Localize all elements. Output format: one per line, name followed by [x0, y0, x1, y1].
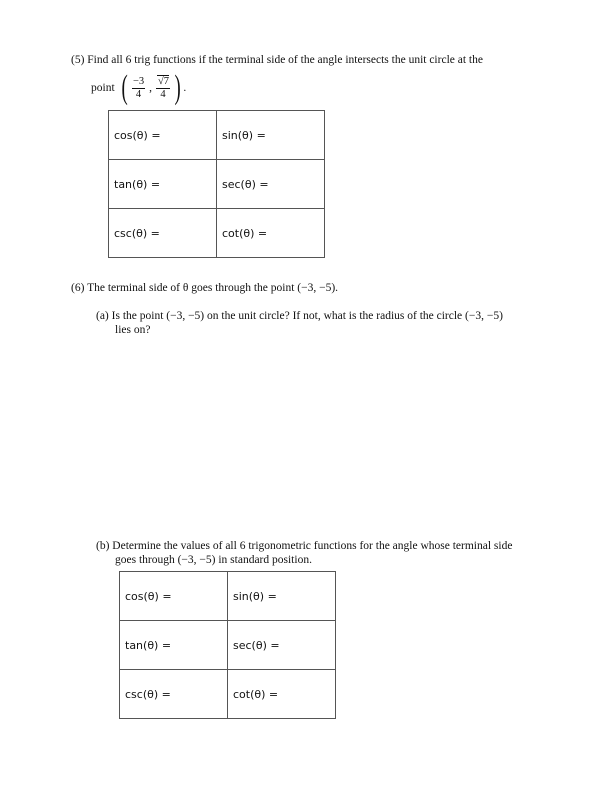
- sec-cell[interactable]: sec(θ) =: [217, 160, 325, 209]
- part-a-line1: (a) Is the point (−3, −5) on the unit circle? If not, what is the radius of the circle (−3, −5): [96, 310, 503, 322]
- y-fraction: [156, 76, 170, 101]
- table-row: [109, 160, 325, 209]
- tan-cell[interactable]: tan(θ) =: [120, 621, 228, 670]
- y-denominator: 4: [160, 88, 166, 100]
- csc-cell[interactable]: csc(θ) =: [120, 670, 228, 719]
- sec-cell[interactable]: sec(θ) =: [228, 621, 336, 670]
- part-b-line2: goes through (−3, −5) in standard position.: [115, 554, 312, 566]
- y-numerator: √7: [158, 75, 170, 87]
- cos-cell[interactable]: cos(θ) =: [120, 572, 228, 621]
- point-label: point: [91, 82, 115, 94]
- sin-cell[interactable]: sin(θ) =: [217, 111, 325, 160]
- cot-cell[interactable]: cot(θ) =: [217, 209, 325, 258]
- csc-cell[interactable]: csc(θ) =: [109, 209, 217, 258]
- right-paren: ): [174, 69, 181, 106]
- cot-cell[interactable]: cot(θ) =: [228, 670, 336, 719]
- x-numerator: −3: [132, 75, 145, 87]
- cos-cell[interactable]: cos(θ) =: [109, 111, 217, 160]
- left-paren: (: [121, 69, 128, 106]
- problem5-line1: (5) Find all 6 trig functions if the terminal side of the angle intersects the unit circle at the: [71, 54, 483, 66]
- table-row: [120, 621, 336, 670]
- part-a-line2: lies on?: [115, 324, 151, 336]
- problem6-trig-table: [119, 571, 336, 719]
- problem5-point: [91, 68, 186, 108]
- tan-cell[interactable]: tan(θ) =: [109, 160, 217, 209]
- problem5-trig-table: [108, 110, 325, 258]
- table-row: [120, 572, 336, 621]
- x-denominator: 4: [135, 88, 142, 100]
- part-b-line1: (b) Determine the values of all 6 trigonometric functions for the angle whose terminal side: [96, 540, 513, 552]
- table-row: [109, 111, 325, 160]
- table-row: [109, 209, 325, 258]
- sin-cell[interactable]: sin(θ) =: [228, 572, 336, 621]
- period: .: [183, 82, 187, 94]
- x-fraction: [132, 76, 145, 101]
- table-row: [120, 670, 336, 719]
- problem6-intro: (6) The terminal side of θ goes through the point (−3, −5).: [71, 282, 339, 294]
- comma: ,: [149, 82, 153, 94]
